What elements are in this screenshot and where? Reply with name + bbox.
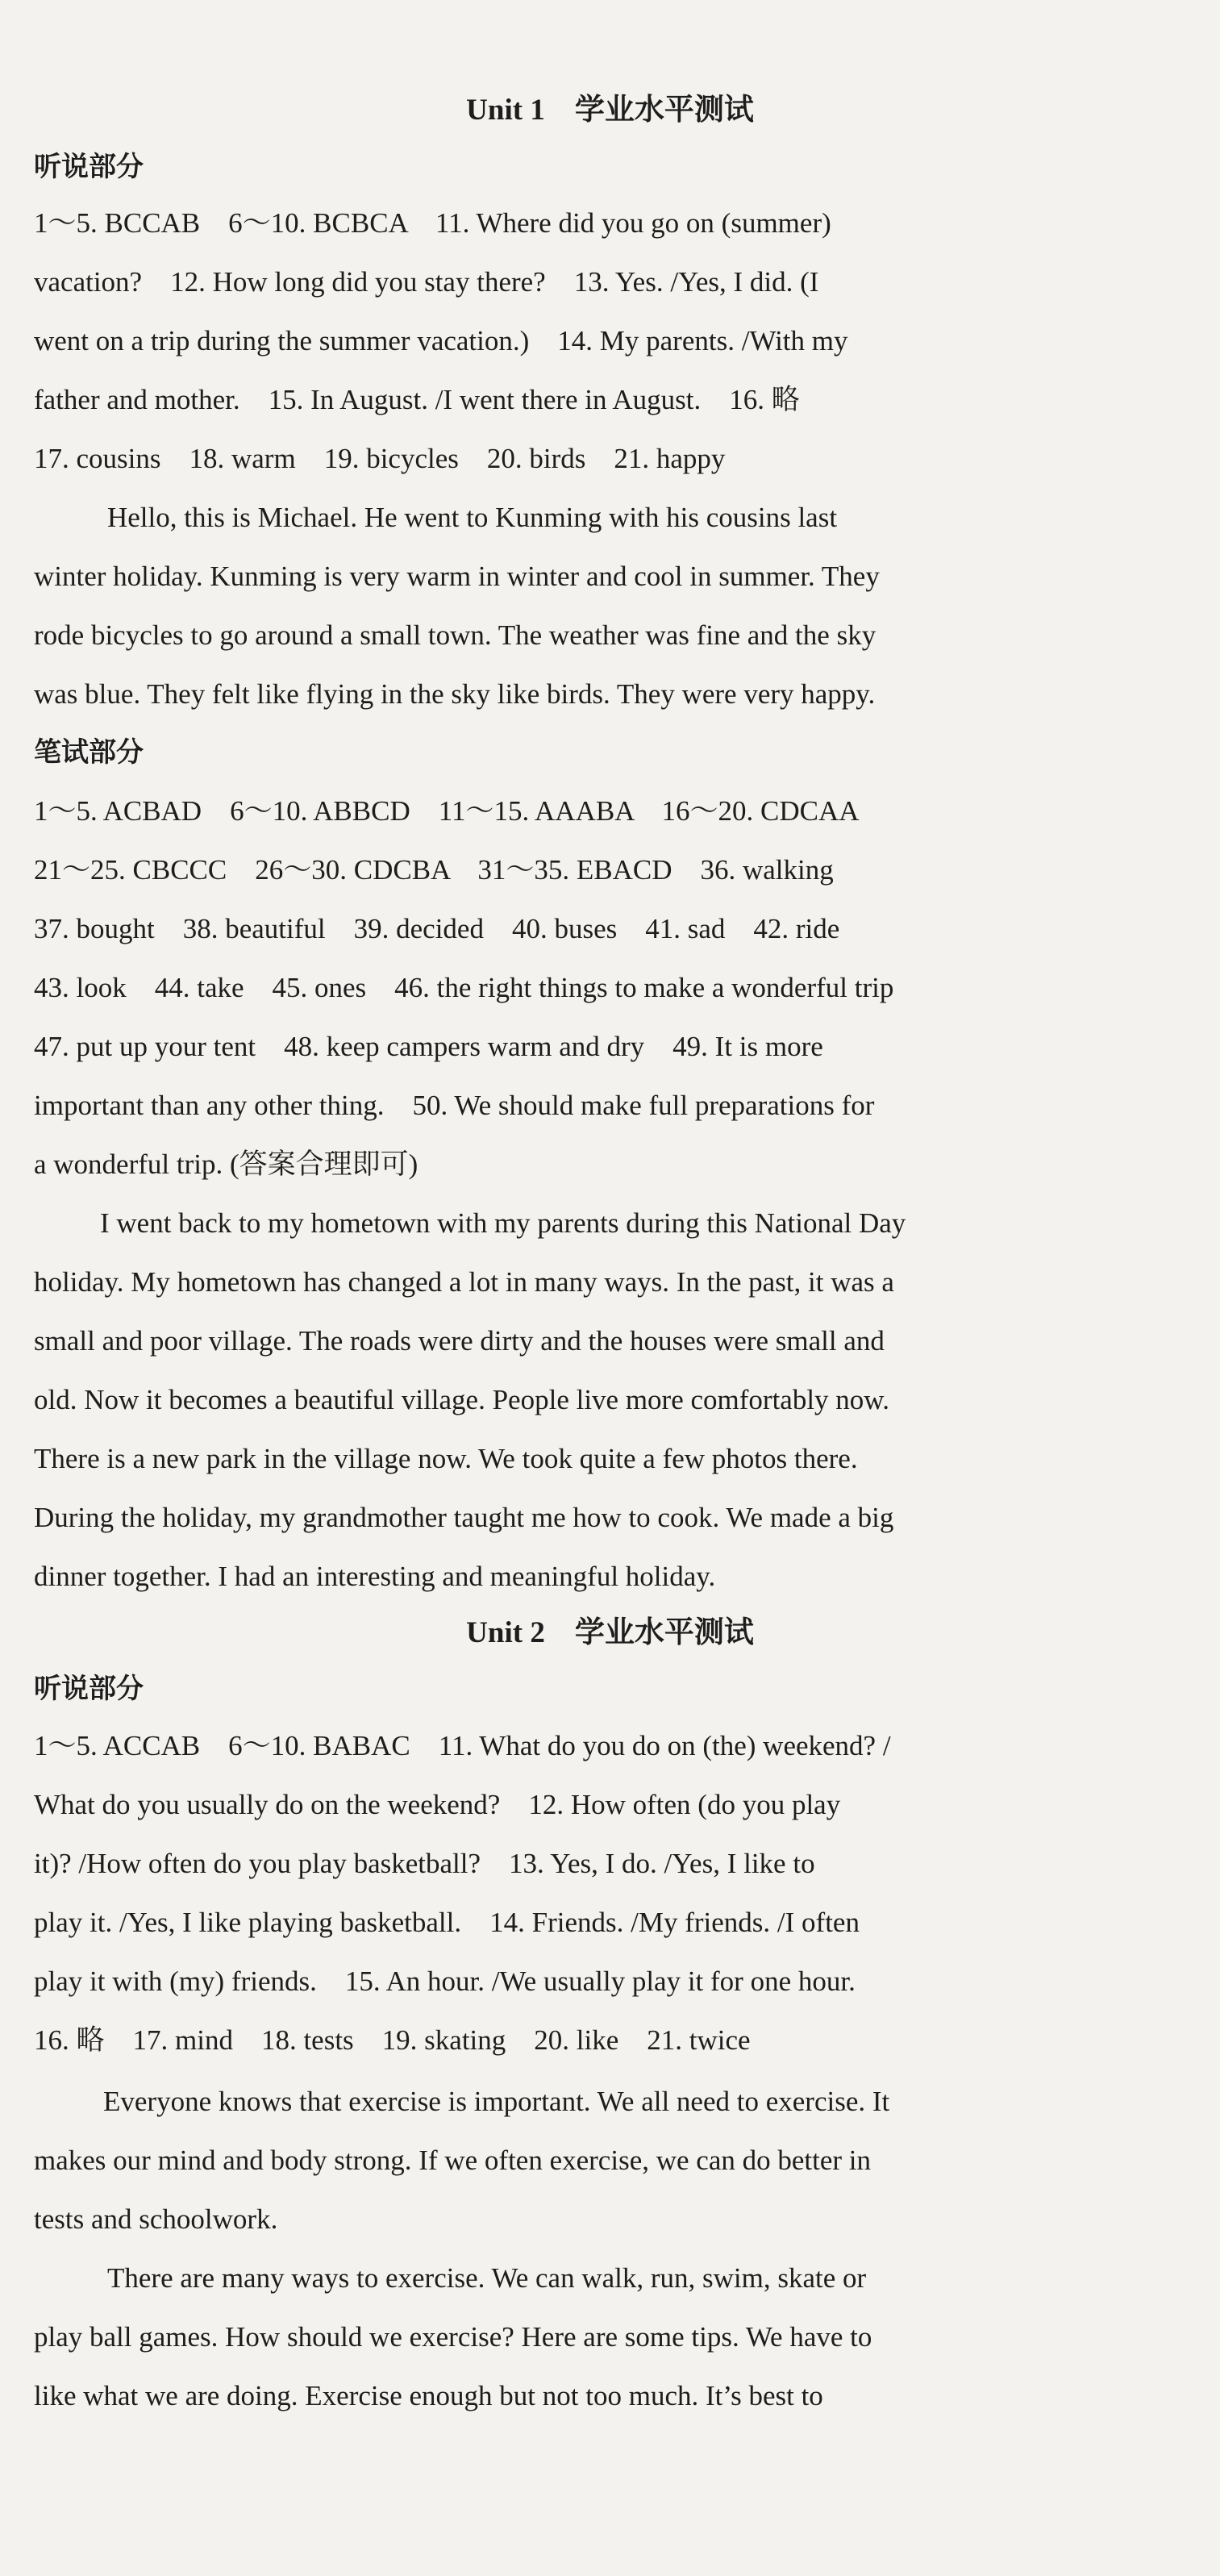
passage-line: There are many ways to exercise. We can walk, run, swim, skate or xyxy=(107,2262,867,2294)
essay-line: old. Now it becomes a beautiful village. People live more comfortably now. xyxy=(34,1384,890,1415)
answer-line: 1～5. ACCAB 6～10. BABAC 11. What do you do on (the) weekend? / xyxy=(34,1730,891,1761)
answer-line: went on a trip during the summer vacation.) 14. My parents. /With my xyxy=(34,325,848,356)
answer-line: 43. look 44. take 45. ones 46. the right things to make a wonderful trip xyxy=(34,972,894,1003)
essay-line: holiday. My hometown has changed a lot in many ways. In the past, it was a xyxy=(34,1266,894,1298)
essay-line: During the holiday, my grandmother taught me how to cook. We made a big xyxy=(34,1502,894,1533)
unit1-listening-heading: 听说部分 xyxy=(34,151,144,183)
answer-line: 21～25. CBCCC 26～30. CDCBA 31～35. EBACD 36. walking xyxy=(34,854,834,886)
answer-line: What do you usually do on the weekend? 12. How often (do you play xyxy=(34,1789,841,1820)
passage-line: like what we are doing. Exercise enough but not too much. It’s best to xyxy=(34,2380,823,2411)
answer-line: 1～5. BCCAB 6～10. BCBCA 11. Where did you go on (summer) xyxy=(34,207,831,239)
passage-line: winter holiday. Kunming is very warm in winter and cool in summer. They xyxy=(34,561,880,592)
essay-line: small and poor village. The roads were dirty and the houses were small and xyxy=(34,1325,885,1357)
answer-line: 16. 略 17. mind 18. tests 19. skating 20. like 21. twice xyxy=(34,2024,751,2056)
answer-line: it)? /How often do you play basketball? 13. Yes, I do. /Yes, I like to xyxy=(34,1848,815,1879)
unit2-title: Unit 2 学业水平测试 xyxy=(466,1616,754,1649)
answer-line: father and mother. 15. In August. /I went there in August. 16. 略 xyxy=(34,384,800,415)
answer-line: 37. bought 38. beautiful 39. decided 40. buses 41. sad 42. ride xyxy=(34,913,840,944)
passage-line: was blue. They felt like flying in the sky like birds. They were very happy. xyxy=(34,678,876,710)
answer-line: vacation? 12. How long did you stay there? 13. Yes. /Yes, I did. (I xyxy=(34,266,819,298)
unit2-listening-heading: 听说部分 xyxy=(34,1673,144,1705)
passage-line: rode bicycles to go around a small town. The weather was fine and the sky xyxy=(34,619,876,651)
passage-line: play ball games. How should we exercise? Here are some tips. We have to xyxy=(34,2321,872,2353)
passage-line: Everyone knows that exercise is important. We all need to exercise. It xyxy=(103,2086,890,2117)
essay-line: I went back to my hometown with my parents during this National Day xyxy=(100,1207,906,1239)
answer-line: a wonderful trip. (答案合理即可) xyxy=(34,1148,418,1180)
answer-line: play it. /Yes, I like playing basketball. 14. Friends. /My friends. /I often xyxy=(34,1907,860,1938)
essay-line: There is a new park in the village now. We took quite a few photos there. xyxy=(34,1443,858,1474)
answer-line: 47. put up your tent 48. keep campers warm and dry 49. It is more xyxy=(34,1031,823,1062)
answer-line: 1～5. ACBAD 6～10. ABBCD 11～15. AAABA 16～20. CDCAA xyxy=(34,795,860,827)
essay-line: dinner together. I had an interesting and meaningful holiday. xyxy=(34,1561,716,1592)
answer-line: important than any other thing. 50. We should make full preparations for xyxy=(34,1090,875,1121)
passage-line: tests and schoolwork. xyxy=(34,2203,278,2235)
answer-line: play it with (my) friends. 15. An hour. /We usually play it for one hour. xyxy=(34,1965,856,1997)
unit1-writing-heading: 笔试部分 xyxy=(34,736,144,769)
passage-line: makes our mind and body strong. If we often exercise, we can do better in xyxy=(34,2145,872,2176)
passage-line: Hello, this is Michael. He went to Kunming with his cousins last xyxy=(107,502,838,533)
answer-line: 17. cousins 18. warm 19. bicycles 20. birds 21. happy xyxy=(34,443,726,474)
unit1-title: Unit 1 学业水平测试 xyxy=(466,94,754,127)
